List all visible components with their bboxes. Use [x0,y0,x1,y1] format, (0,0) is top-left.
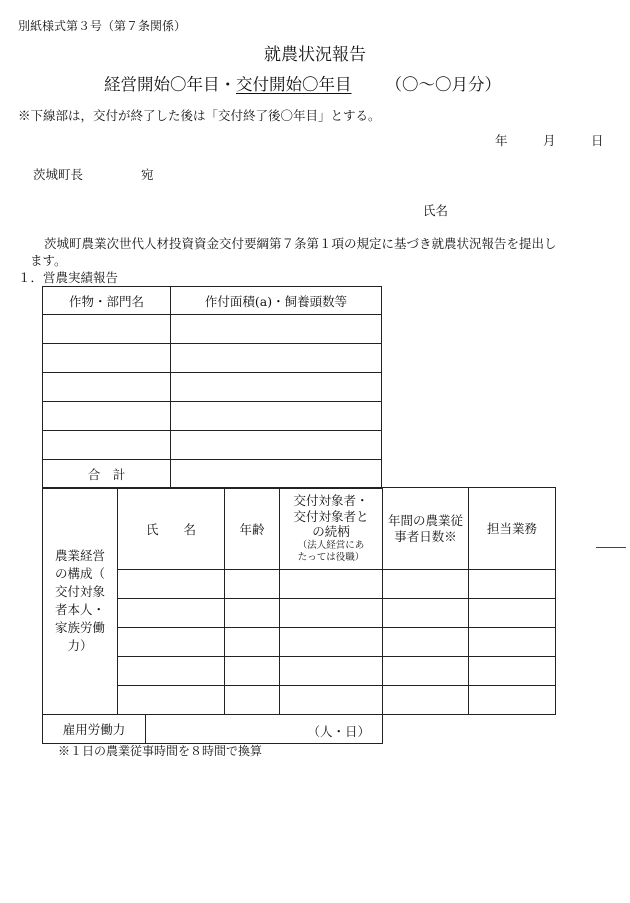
member-days-cell[interactable] [383,599,469,628]
hired-labor-cell[interactable]: （人・日） [146,715,383,744]
member-days-cell[interactable] [383,686,469,715]
member-duty-cell[interactable] [469,570,556,599]
area-cell[interactable] [171,373,382,402]
area-cell[interactable] [171,402,382,431]
date-month: 月 [543,133,556,148]
margin-line [596,547,626,548]
subtitle-management-year: 経営開始〇年目・ [104,75,236,94]
crop-results-table [42,286,382,489]
crop-cell[interactable] [43,373,171,402]
table-row [43,628,556,657]
table-row [43,431,382,460]
table-row [43,686,556,715]
area-header: 作付面積(a)・飼養頭数等 [171,287,382,315]
member-relation-cell[interactable] [280,599,383,628]
labor-label-line: 家族労働 [54,620,105,636]
member-name-cell[interactable] [118,686,225,715]
member-age-cell[interactable] [225,657,280,686]
date-year: 年 [495,133,508,148]
member-age-cell[interactable] [225,628,280,657]
member-name-cell[interactable] [118,628,225,657]
area-cell[interactable] [171,431,382,460]
relation-header-line: 交付対象者と [293,508,369,524]
empty-cell [469,715,556,744]
relation-header [280,488,383,570]
addressee-honorific: 宛 [141,167,154,182]
member-relation-cell[interactable] [280,686,383,715]
age-header: 年齢 [225,488,280,570]
member-name-cell[interactable] [118,570,225,599]
crop-cell[interactable] [43,402,171,431]
table-row [43,315,382,344]
duty-header: 担当業務 [469,488,556,570]
table-row [43,599,556,628]
crop-header: 作物・部門名 [43,287,171,315]
member-name-cell[interactable] [118,599,225,628]
labor-composition-label [43,488,118,715]
work-days-header-line: 年間の農業従 [387,512,463,528]
total-label: 合 計 [43,460,171,489]
member-relation-cell[interactable] [280,657,383,686]
table-row [43,570,556,599]
labor-label-line: 交付対象 [54,583,105,599]
work-days-header-line: 事者日数※ [394,528,457,544]
labor-label-line: 力） [67,638,93,654]
footnote: ※１日の農業従事時間を８時間で換算 [58,744,263,758]
hired-labor-label: 雇用労働力 [43,715,146,744]
crop-cell[interactable] [43,315,171,344]
member-duty-cell[interactable] [469,686,556,715]
crop-cell[interactable] [43,431,171,460]
member-relation-cell[interactable] [280,570,383,599]
relation-header-line: の続柄 [312,524,350,540]
member-relation-cell[interactable] [280,628,383,657]
date-day: 日 [591,133,604,148]
empty-cell [383,715,469,744]
relation-header-note: たっては役職） [297,551,365,563]
relation-header-note: （法人経営にあ [297,540,365,552]
member-duty-cell[interactable] [469,599,556,628]
member-age-cell[interactable] [225,570,280,599]
table-row [43,373,382,402]
crop-cell[interactable] [43,344,171,373]
subtitle-period: （〇～〇月分） [385,75,501,94]
body-text-line1: 茨城町農業次世代人材投資資金交付要綱第７条第１項の規定に基づき就農状況報告を提出し [44,236,557,251]
member-duty-cell[interactable] [469,657,556,686]
member-age-cell[interactable] [225,686,280,715]
labor-label-line: の構成（ [54,565,105,581]
applicant-name-label: 氏名 [423,203,449,218]
subtitle-grant-year: 交付開始〇年目 [236,75,352,94]
labor-composition-table [42,487,556,744]
member-duty-cell[interactable] [469,628,556,657]
name-header: 氏 名 [118,488,225,570]
member-age-cell[interactable] [225,599,280,628]
table-row [43,402,382,431]
member-days-cell[interactable] [383,628,469,657]
labor-label-line: 者本人・ [54,602,105,617]
form-id: 別紙様式第３号（第７条関係） [18,19,187,33]
area-cell[interactable] [171,315,382,344]
member-days-cell[interactable] [383,657,469,686]
work-days-header [383,488,469,570]
page-title: 就農状況報告 [264,45,366,65]
addressee: 茨城町長 [33,167,84,182]
table-row [43,657,556,686]
member-name-cell[interactable] [118,657,225,686]
member-days-cell[interactable] [383,570,469,599]
section-heading: １．営農実績報告 [18,270,119,285]
table-row [43,344,382,373]
relation-header-line: 交付対象者・ [293,493,369,509]
report-subtitle [104,71,501,95]
area-cell[interactable] [171,344,382,373]
total-cell[interactable] [171,460,382,489]
body-text-line2: ます。 [30,253,67,268]
underline-note: ※下線部は，交付が終了した後は「交付終了後〇年目」とする。 [18,108,381,123]
labor-label-line: 農業経営 [54,547,105,563]
